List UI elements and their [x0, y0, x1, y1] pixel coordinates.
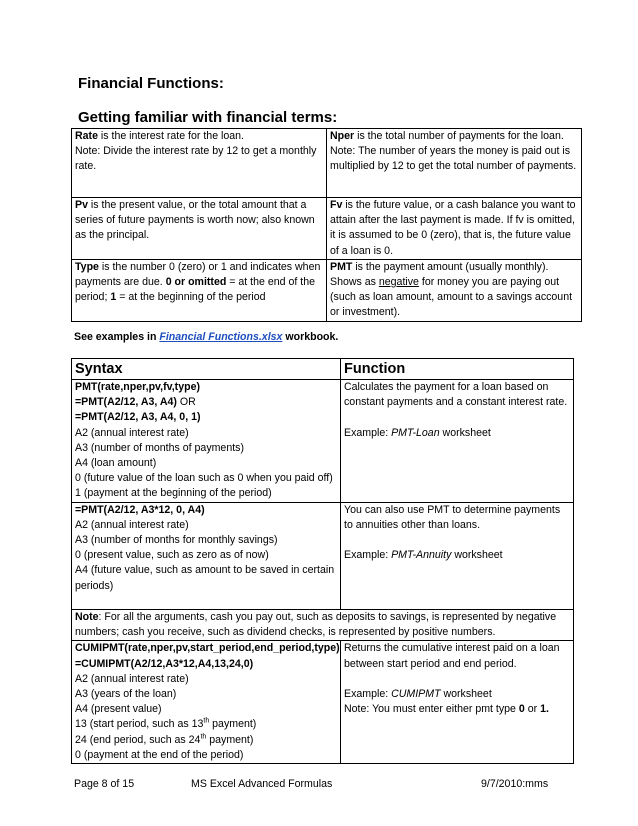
term-pv-name: Pv — [75, 199, 88, 211]
row1-line: =PMT(A2/12, A3, A4) — [75, 396, 177, 409]
row3-line: 13 (start period, such as 13 — [75, 718, 204, 731]
row3-sup: th — [200, 733, 207, 741]
row2-syntax — [72, 502, 341, 609]
footer-doc-title: MS Excel Advanced Formulas — [191, 778, 333, 790]
term-type-text2: = at the end of the period; — [75, 276, 315, 304]
row3-note-bold: 1. — [540, 703, 549, 716]
row3-line: payment) — [206, 733, 254, 746]
row2-example-suffix: worksheet — [451, 549, 503, 562]
terms-table — [71, 128, 582, 322]
row1-line: A3 (number of months of payments) — [75, 441, 244, 454]
arguments-note — [72, 610, 574, 641]
footer-page-number: Page 8 of 15 — [74, 778, 135, 790]
term-fv-text: is the future value, or a cash balance you want to attain after the last payment is made. If fv is omitted, it is assumed to be 0 (zero), that is, the future value of a loan is 0. — [330, 199, 576, 257]
term-pv-text: is the present value, or the total amount that a series of future payments is worth now; also known as the principal. — [75, 199, 315, 242]
term-rate-cell — [72, 129, 327, 198]
row3-line: 24 (end period, such as 24 — [75, 733, 201, 746]
term-rate-name: Rate — [75, 130, 98, 142]
header-syntax: Syntax — [72, 359, 341, 380]
row2-example: Example: — [344, 549, 392, 562]
footer-date: 9/7/2010:mms — [481, 778, 549, 790]
syntax-table — [71, 358, 574, 764]
section-title: Getting familiar with financial terms: — [78, 109, 338, 126]
row2-line: A3 (number of months for monthly savings) — [75, 534, 278, 547]
row2-line: A4 (future value, such as amount to be saved in certain periods) — [75, 564, 335, 592]
term-nper-note: Note: The number of years the money is paid out is multiplied by 12 to get the total number of payments. — [330, 145, 577, 173]
term-nper-text: is the total number of payments for the loan. — [354, 130, 564, 142]
row1-syntax — [72, 380, 341, 503]
term-pmt-text2: for money you are paying out (such as loan amount, amount to a savings account or investment). — [330, 276, 573, 319]
row1-example: Example: — [344, 426, 392, 439]
row2-line: A2 (annual interest rate) — [75, 518, 189, 531]
header-function: Function — [341, 359, 574, 380]
row1-line: PMT(rate,nper,pv,fv,type) — [75, 381, 200, 393]
term-nper-cell — [327, 129, 582, 198]
term-fv-name: Fv — [330, 199, 343, 211]
row3-example-sheet: CUMIPMT — [391, 688, 441, 701]
term-type-bold-one: 1 — [110, 291, 117, 304]
row3-line: payment) — [209, 718, 257, 731]
row2-line: =PMT(A2/12, A3*12, 0, A4) — [75, 503, 205, 516]
term-fv-cell — [327, 198, 582, 260]
row3-example: Example: — [344, 688, 392, 701]
row1-function — [341, 380, 574, 503]
row1-desc: Calculates the payment for a loan based on constant payments and a constant interest rate. — [344, 381, 568, 409]
row1-line: A4 (loan amount) — [75, 457, 157, 470]
row3-note: Note: You must enter either pmt type — [344, 703, 519, 716]
row3-line: A3 (years of the loan) — [75, 688, 177, 701]
term-pmt-name: PMT — [330, 260, 353, 273]
term-rate-note: Note: Divide the interest rate by 12 to get a monthly rate. — [75, 145, 317, 173]
term-nper-name: Nper — [330, 130, 355, 142]
row1-line: 1 (payment at the beginning of the period) — [75, 487, 272, 500]
row3-desc: Returns the cumulative interest paid on a loan between start period and end period. — [344, 642, 560, 670]
term-rate-text: is the interest rate for the loan. — [97, 130, 245, 142]
row3-line: A2 (annual interest rate) — [75, 672, 189, 685]
row3-note-mid: or — [524, 703, 541, 716]
term-type-cell — [72, 259, 327, 321]
workbook-link[interactable]: Financial Functions.xlsx — [159, 331, 283, 343]
row2-function — [341, 502, 574, 609]
row3-line: =CUMIPMT(A2/12,A3*12,A4,13,24,0) — [75, 657, 254, 670]
row1-or: OR — [176, 396, 196, 409]
row3-line: 0 (payment at the end of the period) — [75, 748, 244, 761]
row3-line: A4 (present value) — [75, 703, 162, 716]
row3-sup: th — [203, 717, 210, 725]
see-examples-suffix: workbook. — [282, 331, 339, 343]
term-pv-cell — [72, 198, 327, 260]
row1-example-suffix: worksheet — [439, 426, 491, 439]
note-text: : For all the arguments, cash you pay out, such as deposits to savings, is represented by negative numbers; cash you receive, such as dividend checks, is represented by positive numbers. — [75, 611, 557, 639]
row1-line: 0 (future value of the loan such as 0 when you paid off) — [75, 472, 333, 485]
row3-function — [341, 641, 574, 764]
row1-line: A2 (annual interest rate) — [75, 426, 189, 439]
term-type-bold-omitted: 0 or omitted — [165, 276, 227, 289]
term-type-name: Type — [75, 260, 99, 273]
term-type-text: is the number 0 (zero) or 1 and indicates when payments are due. — [75, 260, 321, 289]
note-label: Note — [75, 611, 99, 624]
row1-line: =PMT(A2/12, A3, A4, 0, 1) — [75, 411, 201, 424]
row3-example-suffix: worksheet — [440, 688, 492, 701]
row3-note-bold: 0 — [518, 703, 525, 716]
row1-example-sheet: PMT-Loan — [391, 426, 440, 439]
row3-syntax — [72, 641, 341, 764]
term-pmt-text: is the payment amount (usually monthly). Shows as — [330, 260, 549, 289]
term-pmt-cell — [327, 259, 582, 321]
row2-example-sheet: PMT-Annuity — [391, 549, 452, 562]
term-type-text3: = at the beginning of the period — [116, 291, 266, 304]
see-examples-prefix: See examples in — [74, 331, 160, 343]
term-pmt-underlined: negative — [378, 276, 419, 289]
page-title: Financial Functions: — [78, 75, 224, 92]
row3-line: CUMIPMT(rate,nper,pv,start_period,end_period,type) — [75, 642, 340, 655]
see-examples — [74, 331, 338, 343]
row2-line: 0 (present value, such as zero as of now) — [75, 549, 269, 562]
row2-desc: You can also use PMT to determine payments to annuities other than loans. — [344, 503, 561, 531]
